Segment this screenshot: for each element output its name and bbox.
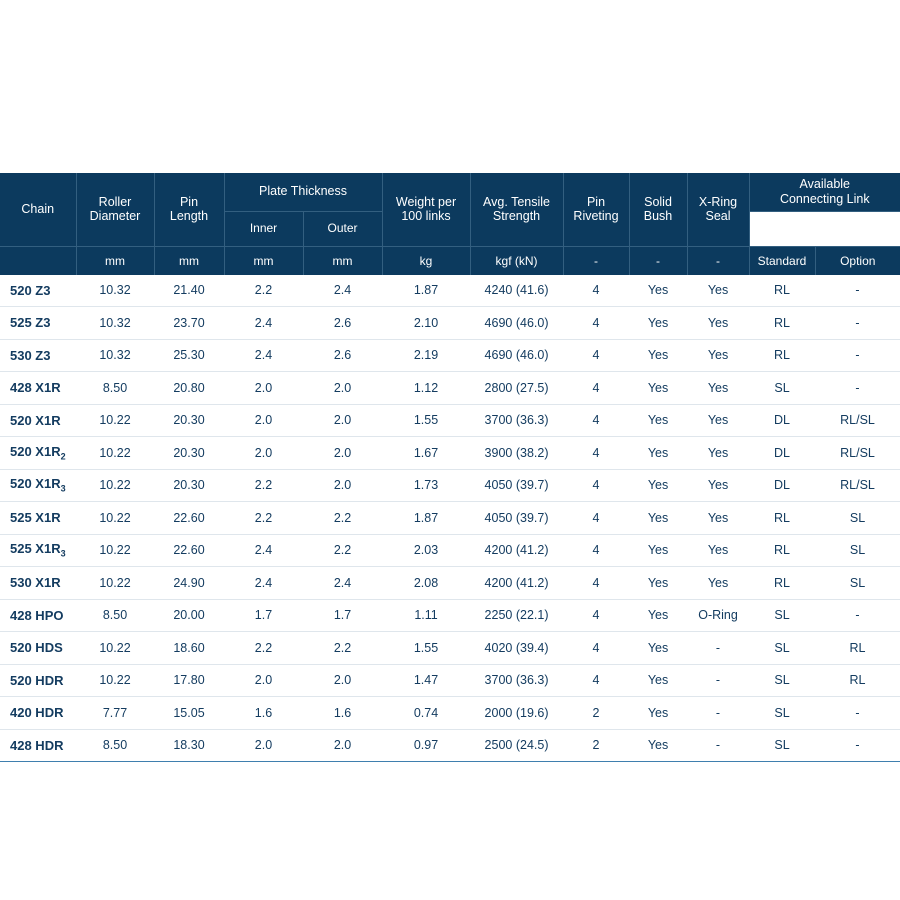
cell-chain	[0, 599, 76, 632]
cell-chain	[0, 502, 76, 535]
cell-chain	[0, 632, 76, 665]
cell-pin-riveting: 4	[563, 307, 629, 340]
cell-xring-seal: Yes	[687, 567, 749, 600]
cell-solid-bush: Yes	[629, 697, 687, 730]
cell-link-option: RL	[815, 664, 900, 697]
cell-link-standard: SL	[749, 372, 815, 405]
cell-link-standard: SL	[749, 697, 815, 730]
cell-plate-inner: 2.0	[224, 729, 303, 762]
table-row	[0, 599, 900, 632]
cell-pin-length: 24.90	[154, 567, 224, 600]
chain-name: 525 Z3	[10, 315, 51, 331]
header-chain: Chain	[0, 173, 76, 246]
header-roller-diameter	[76, 173, 154, 246]
table-row	[0, 437, 900, 470]
cell-xring-seal: Yes	[687, 469, 749, 502]
cell-link-option: -	[815, 339, 900, 372]
chain-name: 525 X1R	[10, 541, 61, 557]
cell-xring-seal: -	[687, 664, 749, 697]
unit-tensile: kgf (kN)	[470, 246, 563, 275]
table-row	[0, 729, 900, 762]
chain-name: 420 HDR	[10, 705, 64, 721]
spec-table-container	[0, 173, 900, 762]
cell-pin-length: 22.60	[154, 534, 224, 567]
cell-link-standard: RL	[749, 567, 815, 600]
chain-name: 520 HDS	[10, 640, 63, 656]
cell-solid-bush: Yes	[629, 339, 687, 372]
chain-name: 428 HDR	[10, 737, 64, 753]
table-row	[0, 372, 900, 405]
cell-xring-seal: Yes	[687, 372, 749, 405]
cell-plate-outer: 2.0	[303, 664, 382, 697]
table-row	[0, 404, 900, 437]
header-roller-diameter-line1: Roller	[98, 194, 132, 209]
cell-roller-diameter: 8.50	[76, 372, 154, 405]
table-row	[0, 307, 900, 340]
cell-solid-bush: Yes	[629, 729, 687, 762]
cell-plate-outer: 1.6	[303, 697, 382, 730]
chain-name: 525 X1R	[10, 510, 61, 526]
cell-tensile-strength: 3700 (36.3)	[470, 404, 563, 437]
cell-roller-diameter: 10.22	[76, 664, 154, 697]
header-weight-line2: 100 links	[401, 209, 451, 224]
cell-roller-diameter: 8.50	[76, 599, 154, 632]
cell-plate-inner: 2.4	[224, 534, 303, 567]
cell-solid-bush: Yes	[629, 437, 687, 470]
cell-pin-riveting: 4	[563, 339, 629, 372]
header-xring-seal	[687, 173, 749, 246]
header-xring-line2: Seal	[705, 209, 731, 224]
cell-roller-diameter: 10.22	[76, 567, 154, 600]
cell-plate-outer: 2.6	[303, 307, 382, 340]
cell-link-standard: RL	[749, 502, 815, 535]
unit-xring-seal: -	[687, 246, 749, 275]
cell-pin-riveting: 4	[563, 502, 629, 535]
cell-link-standard: SL	[749, 632, 815, 665]
unit-pin-riveting: -	[563, 246, 629, 275]
cell-weight: 2.03	[382, 534, 470, 567]
chain-name: 530 X1R	[10, 575, 61, 591]
chain-name: 520 HDR	[10, 672, 64, 688]
cell-weight: 0.97	[382, 729, 470, 762]
cell-link-option: SL	[815, 502, 900, 535]
cell-chain	[0, 404, 76, 437]
cell-pin-length: 25.30	[154, 339, 224, 372]
unit-pin-length: mm	[154, 246, 224, 275]
header-pin-riveting	[563, 173, 629, 246]
cell-plate-inner: 2.2	[224, 632, 303, 665]
cell-weight: 1.73	[382, 469, 470, 502]
header-tensile-strength	[470, 173, 563, 246]
cell-pin-length: 17.80	[154, 664, 224, 697]
header-xring-line1: X-Ring	[698, 194, 738, 209]
cell-link-option: -	[815, 599, 900, 632]
cell-plate-inner: 2.0	[224, 372, 303, 405]
cell-xring-seal: -	[687, 632, 749, 665]
cell-chain	[0, 469, 76, 502]
cell-weight: 1.12	[382, 372, 470, 405]
cell-xring-seal: Yes	[687, 307, 749, 340]
header-connecting-link	[749, 173, 900, 211]
cell-pin-riveting: 4	[563, 275, 629, 307]
cell-xring-seal: Yes	[687, 437, 749, 470]
cell-link-option: RL	[815, 632, 900, 665]
cell-tensile-strength: 2800 (27.5)	[470, 372, 563, 405]
cell-plate-outer: 2.4	[303, 567, 382, 600]
cell-xring-seal: Yes	[687, 339, 749, 372]
cell-pin-length: 20.80	[154, 372, 224, 405]
cell-link-standard: SL	[749, 599, 815, 632]
unit-roller-diameter: mm	[76, 246, 154, 275]
cell-tensile-strength: 4200 (41.2)	[470, 534, 563, 567]
cell-link-option: -	[815, 729, 900, 762]
cell-xring-seal: -	[687, 729, 749, 762]
cell-plate-outer: 2.0	[303, 404, 382, 437]
header-roller-diameter-line2: Diameter	[89, 209, 141, 224]
unit-plate-outer: mm	[303, 246, 382, 275]
header-plate-inner: Inner	[224, 211, 303, 246]
cell-xring-seal: Yes	[687, 502, 749, 535]
header-plate-thickness: Plate Thickness	[224, 173, 382, 211]
header-pin-length	[154, 173, 224, 246]
cell-weight: 1.55	[382, 632, 470, 665]
cell-xring-seal: -	[687, 697, 749, 730]
cell-link-option: -	[815, 372, 900, 405]
table-header	[0, 173, 900, 275]
cell-roller-diameter: 10.22	[76, 404, 154, 437]
table-row	[0, 275, 900, 307]
cell-chain	[0, 307, 76, 340]
cell-tensile-strength: 2500 (24.5)	[470, 729, 563, 762]
cell-solid-bush: Yes	[629, 275, 687, 307]
cell-chain	[0, 437, 76, 470]
chain-name-subscript: 2	[60, 451, 66, 462]
header-bush-line1: Solid	[644, 194, 672, 209]
cell-pin-length: 18.30	[154, 729, 224, 762]
cell-plate-outer: 2.0	[303, 372, 382, 405]
header-link-line1: Available	[799, 177, 851, 191]
cell-pin-length: 18.60	[154, 632, 224, 665]
cell-plate-inner: 2.0	[224, 404, 303, 437]
header-plate-outer: Outer	[303, 211, 382, 246]
table-row	[0, 697, 900, 730]
header-link-line2: Connecting Link	[779, 191, 870, 206]
cell-solid-bush: Yes	[629, 502, 687, 535]
cell-pin-length: 20.30	[154, 437, 224, 470]
cell-weight: 2.19	[382, 339, 470, 372]
cell-tensile-strength: 4050 (39.7)	[470, 469, 563, 502]
cell-link-option: -	[815, 697, 900, 730]
cell-roller-diameter: 10.22	[76, 632, 154, 665]
cell-plate-inner: 2.2	[224, 502, 303, 535]
cell-solid-bush: Yes	[629, 567, 687, 600]
cell-weight: 1.87	[382, 275, 470, 307]
cell-solid-bush: Yes	[629, 372, 687, 405]
cell-roller-diameter: 10.32	[76, 275, 154, 307]
cell-weight: 2.08	[382, 567, 470, 600]
table-body	[0, 275, 900, 762]
cell-weight: 1.55	[382, 404, 470, 437]
cell-plate-inner: 2.2	[224, 469, 303, 502]
cell-link-option: RL/SL	[815, 437, 900, 470]
cell-plate-outer: 2.0	[303, 437, 382, 470]
cell-link-option: -	[815, 275, 900, 307]
cell-pin-riveting: 4	[563, 599, 629, 632]
cell-tensile-strength: 2000 (19.6)	[470, 697, 563, 730]
cell-tensile-strength: 2250 (22.1)	[470, 599, 563, 632]
cell-xring-seal: Yes	[687, 534, 749, 567]
cell-weight: 1.11	[382, 599, 470, 632]
cell-plate-outer: 2.2	[303, 632, 382, 665]
cell-roller-diameter: 7.77	[76, 697, 154, 730]
cell-tensile-strength: 4050 (39.7)	[470, 502, 563, 535]
cell-tensile-strength: 3900 (38.2)	[470, 437, 563, 470]
cell-roller-diameter: 10.22	[76, 534, 154, 567]
cell-roller-diameter: 10.32	[76, 339, 154, 372]
cell-plate-inner: 2.4	[224, 567, 303, 600]
cell-chain	[0, 534, 76, 567]
header-tensile-line1: Avg. Tensile	[483, 194, 550, 209]
cell-weight: 1.67	[382, 437, 470, 470]
cell-plate-outer: 2.0	[303, 469, 382, 502]
cell-pin-length: 22.60	[154, 502, 224, 535]
cell-plate-outer: 2.6	[303, 339, 382, 372]
cell-link-option: RL/SL	[815, 404, 900, 437]
cell-pin-length: 20.30	[154, 404, 224, 437]
cell-chain	[0, 339, 76, 372]
header-solid-bush	[629, 173, 687, 246]
cell-link-standard: DL	[749, 469, 815, 502]
chain-name-subscript: 3	[60, 549, 66, 560]
cell-xring-seal: Yes	[687, 275, 749, 307]
cell-pin-riveting: 4	[563, 372, 629, 405]
cell-chain	[0, 567, 76, 600]
cell-link-option: RL/SL	[815, 469, 900, 502]
cell-plate-inner: 1.6	[224, 697, 303, 730]
cell-solid-bush: Yes	[629, 632, 687, 665]
chain-name: 530 Z3	[10, 347, 51, 363]
cell-weight: 1.47	[382, 664, 470, 697]
cell-pin-riveting: 4	[563, 404, 629, 437]
cell-link-standard: RL	[749, 534, 815, 567]
cell-tensile-strength: 4690 (46.0)	[470, 307, 563, 340]
cell-link-standard: SL	[749, 729, 815, 762]
header-weight	[382, 173, 470, 246]
cell-chain	[0, 729, 76, 762]
cell-xring-seal: Yes	[687, 404, 749, 437]
cell-tensile-strength: 3700 (36.3)	[470, 664, 563, 697]
header-link-option: Option	[815, 246, 900, 275]
cell-pin-length: 20.00	[154, 599, 224, 632]
cell-tensile-strength: 4020 (39.4)	[470, 632, 563, 665]
cell-plate-inner: 2.2	[224, 275, 303, 307]
cell-roller-diameter: 10.32	[76, 307, 154, 340]
cell-solid-bush: Yes	[629, 599, 687, 632]
cell-plate-outer: 2.2	[303, 534, 382, 567]
cell-solid-bush: Yes	[629, 534, 687, 567]
table-row	[0, 502, 900, 535]
cell-link-standard: DL	[749, 404, 815, 437]
header-pin-length-line1: Pin	[179, 194, 199, 209]
cell-tensile-strength: 4240 (41.6)	[470, 275, 563, 307]
cell-link-standard: RL	[749, 339, 815, 372]
cell-solid-bush: Yes	[629, 404, 687, 437]
header-pin-length-line2: Length	[169, 209, 209, 224]
cell-plate-outer: 2.4	[303, 275, 382, 307]
cell-plate-inner: 2.0	[224, 437, 303, 470]
header-tensile-line2: Strength	[492, 209, 541, 224]
header-weight-line1: Weight per	[395, 194, 457, 209]
cell-link-option: -	[815, 307, 900, 340]
cell-roller-diameter: 8.50	[76, 729, 154, 762]
chain-name: 520 X1R	[10, 476, 61, 492]
chain-name-subscript: 3	[60, 484, 66, 495]
unit-chain	[0, 246, 76, 275]
cell-chain	[0, 275, 76, 307]
cell-pin-riveting: 4	[563, 437, 629, 470]
cell-pin-riveting: 2	[563, 697, 629, 730]
cell-pin-riveting: 4	[563, 664, 629, 697]
cell-weight: 0.74	[382, 697, 470, 730]
cell-tensile-strength: 4690 (46.0)	[470, 339, 563, 372]
cell-link-standard: SL	[749, 664, 815, 697]
chain-name: 520 Z3	[10, 282, 51, 298]
table-row	[0, 632, 900, 665]
cell-plate-inner: 2.4	[224, 307, 303, 340]
cell-roller-diameter: 10.22	[76, 469, 154, 502]
cell-roller-diameter: 10.22	[76, 502, 154, 535]
table-row	[0, 567, 900, 600]
cell-solid-bush: Yes	[629, 664, 687, 697]
cell-pin-riveting: 2	[563, 729, 629, 762]
cell-pin-riveting: 4	[563, 469, 629, 502]
cell-plate-outer: 2.0	[303, 729, 382, 762]
chain-name: 520 X1R	[10, 443, 61, 459]
cell-roller-diameter: 10.22	[76, 437, 154, 470]
table-row	[0, 534, 900, 567]
cell-solid-bush: Yes	[629, 469, 687, 502]
cell-pin-length: 20.30	[154, 469, 224, 502]
chain-name: 520 X1R	[10, 412, 61, 428]
cell-pin-length: 15.05	[154, 697, 224, 730]
cell-chain	[0, 664, 76, 697]
header-link-standard: Standard	[749, 246, 815, 275]
cell-plate-outer: 2.2	[303, 502, 382, 535]
cell-pin-length: 23.70	[154, 307, 224, 340]
unit-solid-bush: -	[629, 246, 687, 275]
chain-name: 428 X1R	[10, 380, 61, 396]
cell-link-option: SL	[815, 567, 900, 600]
cell-link-standard: RL	[749, 275, 815, 307]
cell-pin-length: 21.40	[154, 275, 224, 307]
cell-pin-riveting: 4	[563, 567, 629, 600]
chain-specification-table	[0, 173, 900, 762]
table-row	[0, 469, 900, 502]
header-riveting-line2: Riveting	[573, 209, 619, 224]
unit-plate-inner: mm	[224, 246, 303, 275]
cell-chain	[0, 372, 76, 405]
cell-xring-seal: O-Ring	[687, 599, 749, 632]
cell-link-standard: DL	[749, 437, 815, 470]
cell-plate-inner: 2.4	[224, 339, 303, 372]
cell-plate-outer: 1.7	[303, 599, 382, 632]
cell-weight: 2.10	[382, 307, 470, 340]
cell-plate-inner: 2.0	[224, 664, 303, 697]
cell-pin-riveting: 4	[563, 534, 629, 567]
unit-weight: kg	[382, 246, 470, 275]
table-row	[0, 664, 900, 697]
cell-weight: 1.87	[382, 502, 470, 535]
header-bush-line2: Bush	[643, 209, 673, 224]
cell-solid-bush: Yes	[629, 307, 687, 340]
cell-pin-riveting: 4	[563, 632, 629, 665]
cell-plate-inner: 1.7	[224, 599, 303, 632]
table-row	[0, 339, 900, 372]
chain-name: 428 HPO	[10, 607, 64, 623]
cell-tensile-strength: 4200 (41.2)	[470, 567, 563, 600]
header-riveting-line1: Pin	[586, 194, 606, 209]
cell-link-option: SL	[815, 534, 900, 567]
cell-link-standard: RL	[749, 307, 815, 340]
units-row	[0, 246, 900, 275]
cell-chain	[0, 697, 76, 730]
